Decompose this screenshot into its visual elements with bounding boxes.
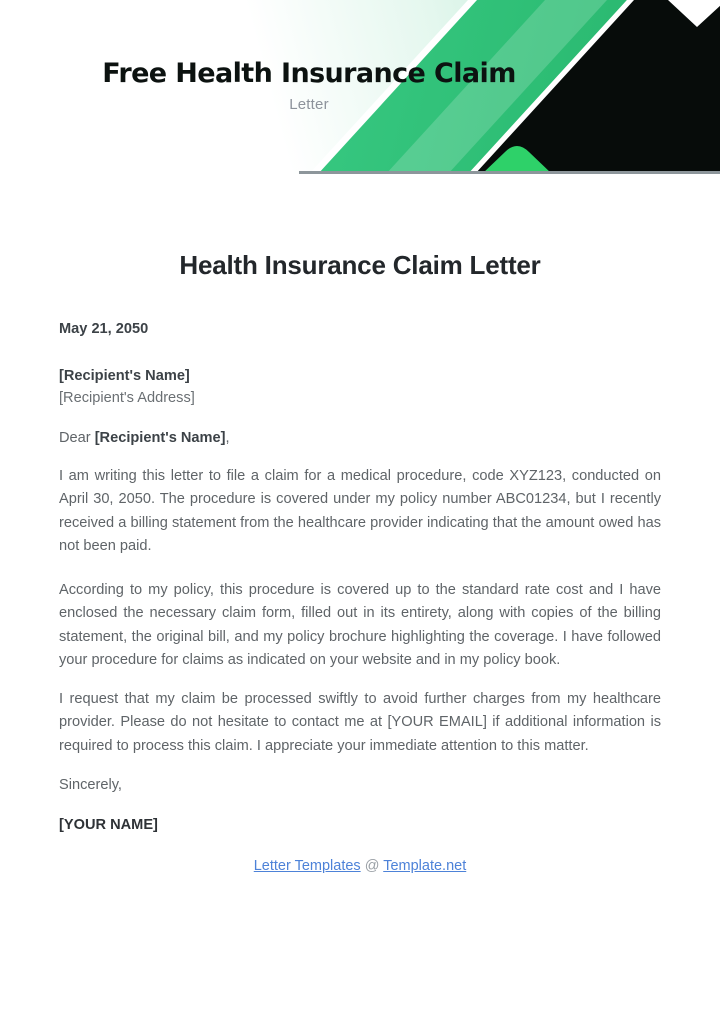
footer-separator: @ <box>364 858 380 874</box>
paragraph-request: I request that my claim be processed swiftly to avoid further charges from my healthcare provider. Please do not hesitate to contact me at [YOUR EMAIL] if additional information is required to process this claim. I appreciate your immediate attention to this matter. <box>59 690 661 754</box>
banner-text <box>0 58 618 113</box>
letter-title: Health Insurance Claim Letter <box>179 250 541 280</box>
template-net-link[interactable]: Template.net <box>383 858 467 874</box>
paragraph-policy-coverage: According to my policy, this procedure is covered up to the standard rate cost and I have enclosed the necessary claim form, filled out in its entirety, along with copies of the billing statement, the original bill, and my policy brochure highlighting the coverage. I have followed your procedure for claims as indicated on your website and in my policy book. <box>59 581 661 668</box>
salutation <box>59 427 661 450</box>
banner-bottom-line <box>299 171 720 174</box>
signature-name: [YOUR NAME] <box>59 817 158 833</box>
salutation-suffix: , <box>225 429 230 446</box>
letter-document <box>0 250 720 874</box>
banner-green-hill-icon <box>482 141 552 174</box>
closing: Sincerely, <box>59 777 122 793</box>
letter-templates-link[interactable]: Letter Templates <box>253 858 361 874</box>
banner <box>0 0 720 174</box>
paragraph-claim-intro: I am writing this letter to file a claim for a medical procedure, code XYZ123, conducted on April 30, 2050. The procedure is covered under my policy number ABC01234, but I recently received a billing statement from the healthcare provider indicating that the amount owed has not been paid. <box>59 467 661 554</box>
footer <box>59 858 661 874</box>
banner-subtitle: Letter <box>289 96 329 113</box>
recipient-name: [Recipient's Name] <box>59 367 190 384</box>
banner-title: Free Health Insurance Claim <box>102 58 516 89</box>
letter-date: May 21, 2050 <box>59 321 149 337</box>
salutation-prefix: Dear <box>59 429 95 446</box>
salutation-recipient: [Recipient's Name] <box>94 429 226 446</box>
recipient-address: [Recipient's Address] <box>59 390 195 406</box>
